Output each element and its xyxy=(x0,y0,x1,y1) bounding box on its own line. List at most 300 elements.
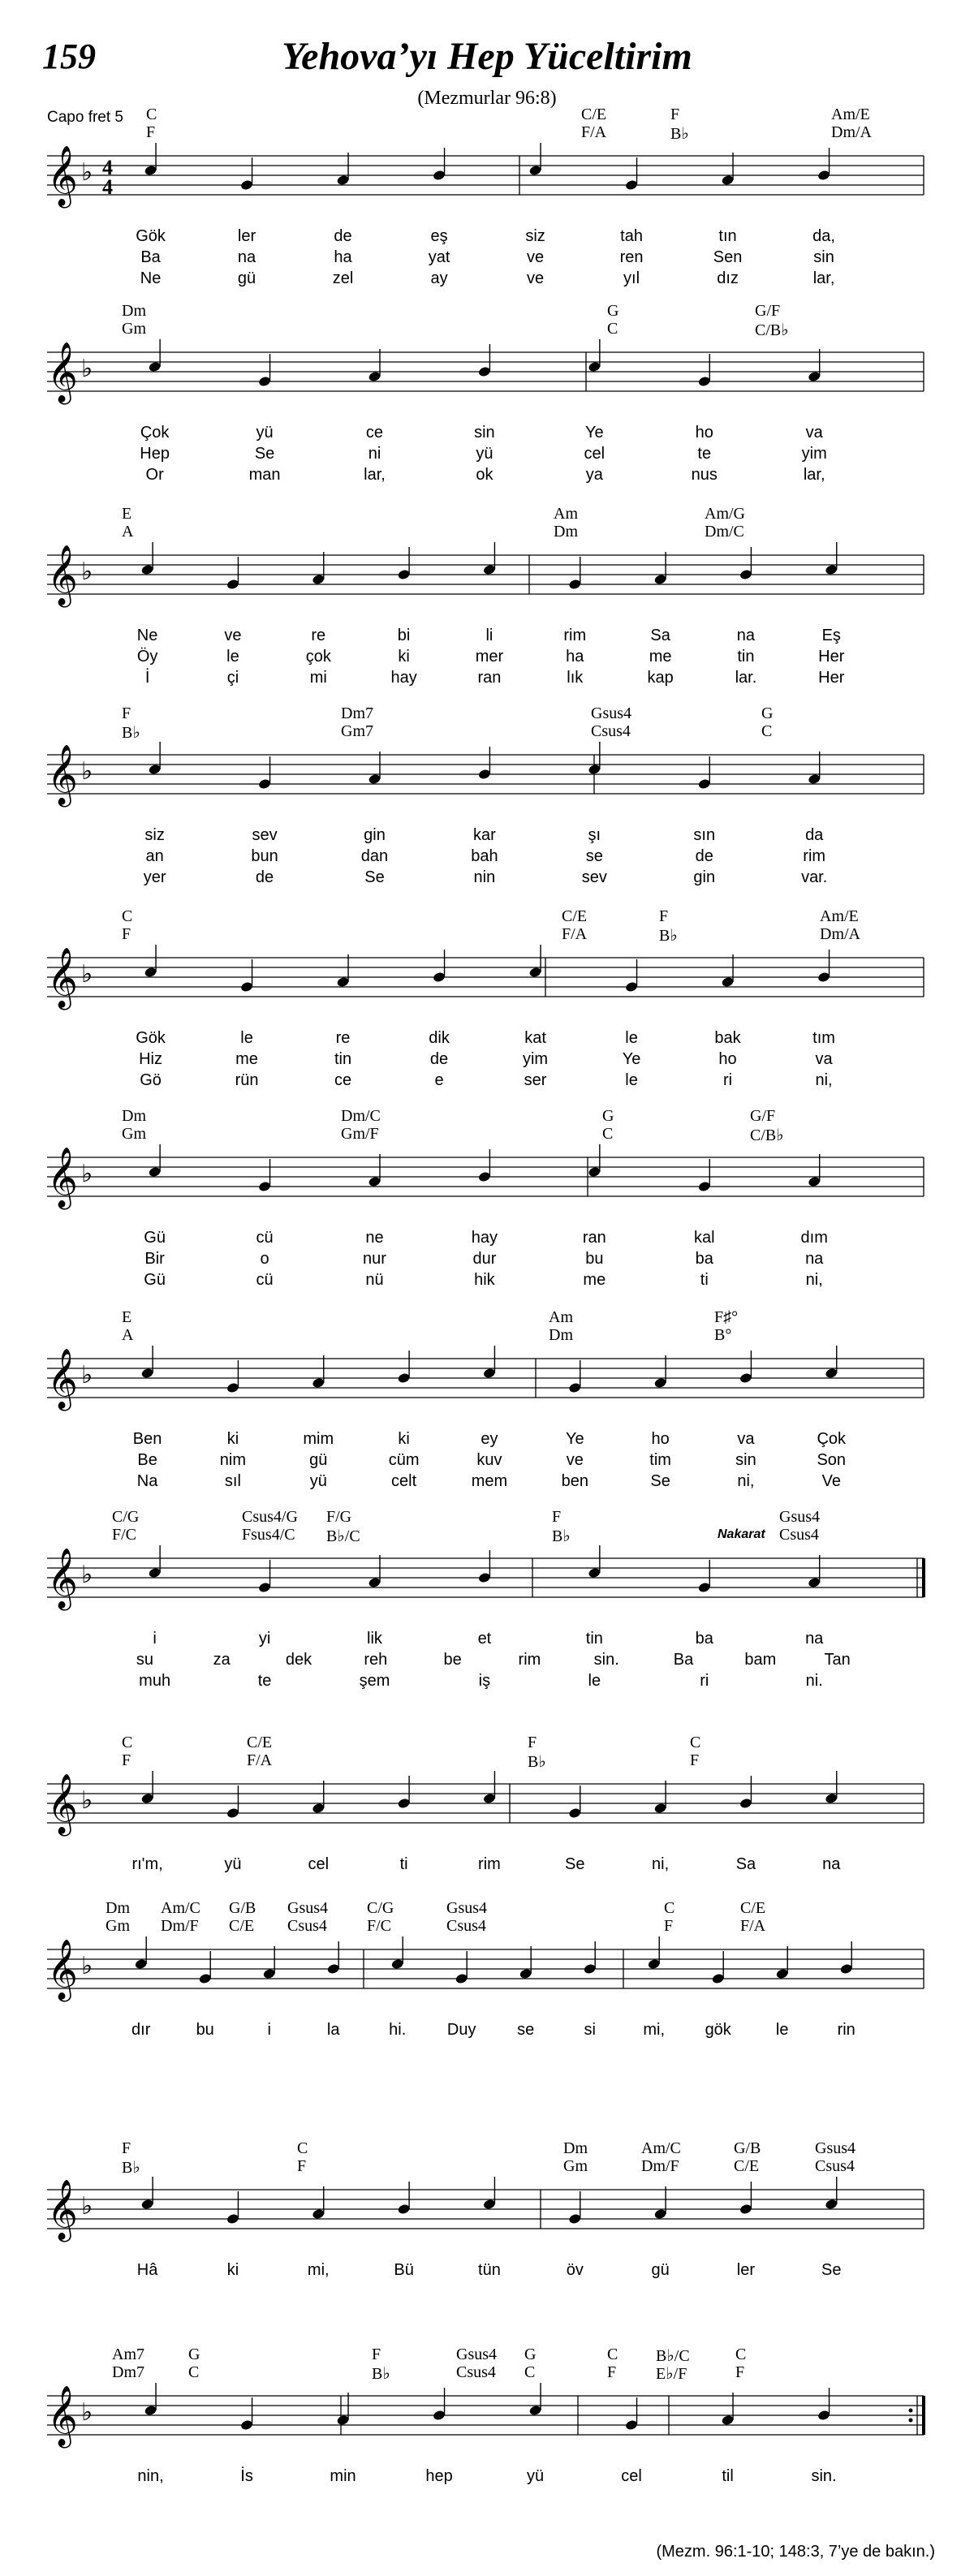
lyric-syllable: dur xyxy=(472,1250,497,1268)
lyric-syllable: ni, xyxy=(805,1271,823,1289)
lyric-syllable: tim xyxy=(649,1451,671,1469)
lyric-syllable: ho xyxy=(718,1050,737,1068)
lyric-syllable: de xyxy=(334,227,352,245)
lyric-syllable: ni. xyxy=(805,1672,823,1690)
lyric-syllable: yim xyxy=(522,1050,549,1068)
lyric-syllable: bam xyxy=(744,1651,777,1669)
lyric-syllable: mer xyxy=(475,648,504,666)
lyric-syllable: Se xyxy=(565,1855,585,1873)
chord-symbol-capo: Dm/F xyxy=(161,1917,199,1935)
chord-symbol-capo: Csus4 xyxy=(591,722,631,740)
lyric-syllable: rim xyxy=(518,1651,541,1669)
lyric-syllable: na xyxy=(822,1855,841,1873)
lyric-syllable: re xyxy=(311,627,326,644)
chord-symbol-capo: F/C xyxy=(367,1917,392,1935)
lyric-syllable: bi xyxy=(397,627,411,644)
lyric-syllable: ni xyxy=(368,445,381,463)
lyric-syllable: rı'm, xyxy=(131,1855,163,1873)
lyric-syllable: nur xyxy=(363,1250,386,1268)
chord-symbol-capo: Csus4 xyxy=(446,1917,486,1935)
lyric-syllable: yü xyxy=(224,1855,242,1873)
lyric-syllable: sin xyxy=(474,424,495,442)
chord-symbol-capo: E♭/F xyxy=(656,2365,687,2383)
chord-symbol-capo: Dm xyxy=(554,523,578,541)
chord-symbol-capo: F xyxy=(122,925,131,943)
lyric-syllable: lar, xyxy=(364,466,386,484)
lyric-syllable: Ba xyxy=(140,248,161,266)
chord-symbol: Am/E xyxy=(831,106,870,123)
chorus-marker: Nakarat xyxy=(718,1527,765,1541)
lyric-syllable: va xyxy=(737,1430,755,1448)
lyric-syllable: Sen xyxy=(713,248,743,266)
chord-symbol: Dm xyxy=(563,2139,588,2157)
chord-symbol: G/F xyxy=(755,302,781,320)
music-system xyxy=(0,106,974,317)
lyric-syllable: nü xyxy=(365,1271,384,1289)
lyric-syllable: kar xyxy=(473,826,496,844)
chord-symbol: Am/C xyxy=(161,1899,200,1917)
treble-clef-icon: 𝄞 xyxy=(47,1549,78,1609)
chord-symbol-capo: B♭ xyxy=(122,724,140,742)
chord-symbol-capo: C xyxy=(524,2363,536,2381)
chord-symbol: Gsus4 xyxy=(591,704,632,722)
flat-icon: ♭ xyxy=(81,1786,93,1815)
treble-clef-icon: 𝄞 xyxy=(47,745,78,805)
lyric-syllable: ba xyxy=(695,1630,713,1648)
lyric-syllable: rün xyxy=(235,1071,259,1089)
lyric-syllable: Ve xyxy=(821,1472,841,1490)
lyric-syllable: va xyxy=(815,1050,833,1068)
lyric-syllable: i xyxy=(153,1630,157,1648)
chord-symbol: Dm xyxy=(122,302,146,320)
chord-symbol: F xyxy=(122,704,131,722)
lyric-syllable: Ye xyxy=(585,424,604,442)
lyric-syllable: lar, xyxy=(812,269,835,287)
lyric-syllable: dım xyxy=(800,1229,828,1247)
lyric-syllable: cel xyxy=(621,2467,642,2485)
lyric-syllable: Or xyxy=(145,466,164,484)
chord-symbol: Am xyxy=(549,1308,573,1326)
chord-symbol-capo: C/B♭ xyxy=(755,321,789,339)
chord-symbol: G xyxy=(188,2346,200,2363)
chord-symbol: C xyxy=(664,1899,675,1917)
chord-symbol-capo: B♭ xyxy=(372,2365,390,2383)
lyric-syllable: Tan xyxy=(824,1651,851,1669)
chord-symbol: C/E xyxy=(581,106,607,123)
chord-symbol: Dm xyxy=(122,1107,146,1125)
lyric-syllable: kat xyxy=(524,1029,546,1047)
chord-symbol: G/B xyxy=(734,2139,761,2157)
lyric-syllable: ce xyxy=(365,424,384,442)
lyric-syllable: bak xyxy=(714,1029,741,1047)
lyric-syllable: Her xyxy=(818,648,845,666)
flat-icon: ♭ xyxy=(81,960,93,989)
music-system xyxy=(0,1107,974,1318)
chord-symbol-capo: Csus4 xyxy=(456,2363,496,2381)
chord-symbol-capo: B♭ xyxy=(659,927,678,945)
lyric-syllable: mi xyxy=(309,669,327,687)
lyric-syllable: mi, xyxy=(307,2261,330,2279)
lyric-syllable: hep xyxy=(425,2467,453,2485)
lyric-syllable: bu xyxy=(196,2021,214,2039)
chord-symbol-capo: C/E xyxy=(229,1917,255,1935)
lyric-syllable: rin xyxy=(837,2021,855,2039)
chord-symbol-capo: F/C xyxy=(112,1526,137,1544)
lyric-syllable: Ne xyxy=(136,627,158,644)
lyric-syllable: şı xyxy=(588,826,601,844)
flat-icon: ♭ xyxy=(81,1160,93,1188)
lyric-syllable: cel xyxy=(584,445,606,463)
lyric-syllable: ki xyxy=(398,648,410,666)
lyric-syllable: Se xyxy=(821,2261,842,2279)
lyric-syllable: hay xyxy=(471,1229,498,1247)
treble-clef-icon: 𝄞 xyxy=(47,2180,78,2240)
lyric-syllable: na xyxy=(805,1630,824,1648)
lyric-syllable: cüm xyxy=(388,1451,420,1469)
chord-symbol-capo: C xyxy=(188,2363,200,2381)
lyric-syllable: ce xyxy=(334,1071,352,1089)
lyric-syllable: sıl xyxy=(224,1472,241,1490)
lyric-syllable: mim xyxy=(303,1430,334,1448)
lyric-syllable: na xyxy=(736,627,756,644)
lyric-syllable: gök xyxy=(705,2021,731,2039)
lyric-syllable: le xyxy=(775,2021,789,2039)
chord-symbol-capo: A xyxy=(122,1326,134,1344)
chord-symbol-capo: F xyxy=(690,1751,700,1769)
lyric-syllable: yü xyxy=(476,445,493,463)
lyric-syllable: ren xyxy=(619,248,644,266)
lyric-syllable: mem xyxy=(471,1472,508,1490)
lyric-syllable: gin xyxy=(364,826,386,844)
lyric-syllable: lar, xyxy=(803,466,825,484)
lyric-syllable: ha xyxy=(334,248,352,266)
song-number: 159 xyxy=(42,37,96,76)
lyric-syllable: me xyxy=(235,1050,258,1068)
lyric-syllable: var. xyxy=(801,868,828,886)
lyric-syllable: yü xyxy=(526,2467,545,2485)
lyric-syllable: Sa xyxy=(735,1855,756,1873)
lyric-syllable: ki xyxy=(398,1430,410,1448)
lyric-syllable: sin xyxy=(735,1451,756,1469)
lyric-syllable: va xyxy=(805,424,823,442)
lyric-syllable: tin xyxy=(737,648,755,666)
chord-symbol: C/E xyxy=(562,907,588,925)
lyric-syllable: ser xyxy=(524,1071,547,1089)
chord-symbol: F xyxy=(122,2139,131,2157)
lyric-syllable: sin xyxy=(813,248,834,266)
chord-symbol: C xyxy=(297,2139,308,2157)
treble-clef-icon: 𝄞 xyxy=(47,1148,78,1208)
lyric-syllable: siz xyxy=(525,227,545,245)
chord-symbol: F xyxy=(659,907,669,925)
flat-icon: ♭ xyxy=(81,2398,93,2427)
chord-symbol: C/E xyxy=(740,1899,766,1917)
chord-symbol: G xyxy=(602,1107,614,1125)
lyric-syllable: ki xyxy=(226,1430,239,1448)
lyric-syllable: Se xyxy=(650,1472,670,1490)
chord-symbol-capo: Dm/C xyxy=(705,523,744,541)
chord-symbol: B♭/C xyxy=(656,2347,690,2365)
lyric-syllable: ba xyxy=(695,1250,713,1268)
chord-symbol-capo: F/A xyxy=(562,925,588,943)
chord-symbol: C xyxy=(607,2346,618,2363)
lyric-syllable: ho xyxy=(651,1430,670,1448)
lyric-syllable: da xyxy=(805,826,824,844)
lyric-syllable: Ye xyxy=(565,1430,584,1448)
lyric-syllable: Hâ xyxy=(136,2261,158,2279)
chord-symbol-capo: C/E xyxy=(734,2157,760,2175)
repeat-dot xyxy=(909,2419,913,2423)
chord-symbol: Gsus4 xyxy=(815,2139,856,2157)
lyric-syllable: li xyxy=(485,627,493,644)
lyric-syllable: İs xyxy=(240,2467,253,2485)
lyric-syllable: nus xyxy=(691,466,718,484)
lyric-syllable: o xyxy=(260,1250,269,1268)
lyric-syllable: ho xyxy=(695,424,713,442)
chord-symbol: Gsus4 xyxy=(456,2346,498,2363)
chord-symbol-capo: Fsus4/C xyxy=(242,1526,295,1544)
chord-symbol-capo: F/A xyxy=(581,123,607,141)
chord-symbol: C xyxy=(122,1734,133,1751)
lyric-syllable: Her xyxy=(818,669,845,687)
lyric-syllable: re xyxy=(335,1029,351,1047)
chord-symbol: Am/E xyxy=(820,907,859,925)
lyric-syllable: an xyxy=(145,847,164,865)
lyric-syllable: me xyxy=(649,648,672,666)
chord-symbol-capo: B♭/C xyxy=(326,1527,360,1545)
lyric-syllable: min xyxy=(330,2467,356,2485)
lyric-syllable: ti xyxy=(700,1271,709,1289)
lyric-syllable: gü xyxy=(651,2261,670,2279)
lyric-syllable: Se xyxy=(364,868,385,886)
lyric-syllable: iş xyxy=(478,1672,491,1690)
lyric-syllable: siz xyxy=(144,826,165,844)
lyric-syllable: sev xyxy=(581,868,607,886)
lyric-syllable: lar. xyxy=(735,669,757,687)
chord-symbol: Am/C xyxy=(641,2139,681,2157)
lyric-syllable: eş xyxy=(430,227,448,245)
chord-symbol-capo: Gm/F xyxy=(341,1125,379,1143)
chord-symbol-capo: F xyxy=(146,123,156,141)
chord-symbol: C/G xyxy=(112,1508,140,1526)
chord-symbol: Dm/C xyxy=(341,1107,381,1125)
lyric-syllable: le xyxy=(240,1029,253,1047)
chord-symbol-capo: C xyxy=(607,320,618,338)
chord-symbol: F xyxy=(552,1508,562,1526)
lyric-syllable: Gü xyxy=(144,1229,166,1247)
chord-symbol-capo: B♭ xyxy=(670,125,689,143)
lyric-syllable: su xyxy=(136,1651,153,1669)
treble-clef-icon: 𝄞 xyxy=(47,545,78,605)
lyric-syllable: Eş xyxy=(821,627,841,644)
treble-clef-icon: 𝄞 xyxy=(47,1940,78,2000)
lyric-syllable: tah xyxy=(620,227,643,245)
lyric-syllable: celt xyxy=(391,1472,417,1490)
music-system xyxy=(0,907,974,1118)
chord-symbol: C xyxy=(690,1734,701,1751)
lyric-syllable: Öy xyxy=(136,648,158,666)
lyric-syllable: te xyxy=(697,445,712,463)
chord-symbol-capo: F xyxy=(607,2363,617,2381)
lyric-syllable: be xyxy=(443,1651,462,1669)
lyric-syllable: Gü xyxy=(144,1271,166,1289)
lyric-syllable: dan xyxy=(360,847,389,865)
lyric-syllable: gü xyxy=(237,269,256,287)
lyric-syllable: rim xyxy=(563,627,587,644)
lyric-syllable: hi. xyxy=(389,2021,407,2039)
chord-symbol: G/B xyxy=(229,1899,256,1917)
lyric-syllable: sın xyxy=(693,826,716,844)
lyric-syllable: Hep xyxy=(140,445,170,463)
lyric-syllable: çi xyxy=(226,669,239,687)
lyric-syllable: tün xyxy=(478,2261,501,2279)
lyric-syllable: gin xyxy=(693,868,716,886)
lyric-syllable: nin, xyxy=(137,2467,164,2485)
lyric-syllable: le xyxy=(226,648,239,666)
lyric-syllable: sin. xyxy=(811,2467,837,2485)
lyric-syllable: te xyxy=(257,1672,272,1690)
lyric-syllable: Ne xyxy=(140,269,162,287)
treble-clef-icon: 𝄞 xyxy=(47,1774,78,1834)
lyric-syllable: Ye xyxy=(622,1050,641,1068)
lyric-syllable: cel xyxy=(308,1855,330,1873)
chord-symbol-capo: F xyxy=(297,2157,307,2175)
music-system xyxy=(0,302,974,513)
lyric-syllable: le xyxy=(625,1071,638,1089)
chord-symbol: C xyxy=(122,907,133,925)
lyric-syllable: sev xyxy=(252,826,278,844)
chord-symbol-capo: Gm xyxy=(122,1125,146,1143)
chord-symbol: F xyxy=(372,2346,381,2363)
music-system xyxy=(0,2139,974,2350)
lyric-syllable: Ben xyxy=(132,1430,162,1448)
chord-symbol-capo: B° xyxy=(714,1326,732,1344)
music-system xyxy=(0,704,974,915)
chord-symbol-capo: C/B♭ xyxy=(750,1126,784,1144)
lyric-syllable: ok xyxy=(476,466,493,484)
lyric-syllable: ler xyxy=(237,227,256,245)
chord-symbol: F♯° xyxy=(714,1308,739,1326)
chord-symbol: Am7 xyxy=(112,2346,144,2363)
lyric-syllable: de xyxy=(429,1050,449,1068)
lyric-syllable: ha xyxy=(566,648,584,666)
lyric-syllable: ben xyxy=(561,1472,588,1490)
chord-symbol-capo: C xyxy=(602,1125,614,1143)
treble-clef-icon: 𝄞 xyxy=(47,1349,78,1409)
lyric-syllable: si xyxy=(584,2021,596,2039)
chord-symbol: C xyxy=(146,106,157,123)
chord-symbol: C/G xyxy=(367,1899,394,1917)
lyric-syllable: ler xyxy=(736,2261,756,2279)
lyric-syllable: dır xyxy=(131,2021,151,2039)
chord-symbol: G xyxy=(524,2346,537,2363)
lyric-syllable: ay xyxy=(430,269,448,287)
chord-symbol-capo: F/A xyxy=(247,1751,273,1769)
flat-icon: ♭ xyxy=(81,1561,93,1589)
lyric-syllable: et xyxy=(477,1630,492,1648)
song-subtitle: (Mezmurlar 96:8) xyxy=(417,88,557,109)
chord-symbol: F xyxy=(670,106,680,123)
lyric-syllable: Se xyxy=(254,445,275,463)
lyric-syllable: gü xyxy=(309,1451,328,1469)
chord-symbol-capo: A xyxy=(122,523,134,541)
music-system xyxy=(0,1508,974,1719)
lyric-syllable: ran xyxy=(477,669,502,687)
chord-symbol-capo: B♭ xyxy=(552,1527,571,1545)
lyric-syllable: yü xyxy=(256,424,274,442)
lyric-syllable: hay xyxy=(390,669,417,687)
song-title: Yehova’yı Hep Yüceltirim xyxy=(282,35,692,78)
lyric-syllable: yü xyxy=(309,1472,327,1490)
lyric-syllable: ti xyxy=(399,1855,408,1873)
flat-icon: ♭ xyxy=(81,1952,93,1980)
flat-icon: ♭ xyxy=(81,355,93,383)
scripture-references: (Mezm. 96:1-10; 148:3, 7’ye de bakın.) xyxy=(656,2543,935,2561)
lyric-syllable: dek xyxy=(285,1651,312,1669)
chord-symbol: Csus4/G xyxy=(242,1508,298,1526)
lyric-syllable: sin. xyxy=(593,1651,619,1669)
lyric-syllable: le xyxy=(588,1672,601,1690)
music-system xyxy=(0,505,974,716)
treble-clef-icon: 𝄞 xyxy=(47,948,78,1008)
repeat-dot xyxy=(909,2409,913,2413)
lyric-syllable: ri xyxy=(722,1071,733,1089)
chord-symbol-capo: Csus4 xyxy=(779,1526,819,1544)
chord-symbol-capo: Gm xyxy=(122,320,146,338)
chord-symbol: E xyxy=(122,1308,132,1326)
lyric-syllable: ni, xyxy=(652,1855,670,1873)
lyric-syllable: cü xyxy=(256,1271,274,1289)
chord-symbol-capo: Dm/A xyxy=(831,123,872,141)
music-system xyxy=(0,2346,974,2557)
chord-symbol: C/E xyxy=(247,1734,273,1751)
lyric-syllable: na xyxy=(805,1250,824,1268)
chord-symbol: Dm7 xyxy=(341,704,373,722)
flat-icon: ♭ xyxy=(81,2192,93,2221)
chord-symbol-capo: Csus4 xyxy=(815,2157,855,2175)
flat-icon: ♭ xyxy=(81,1361,93,1389)
capo-instruction: Capo fret 5 xyxy=(47,109,123,126)
lyric-syllable: kuv xyxy=(476,1451,502,1469)
lyric-syllable: rim xyxy=(803,847,826,865)
chord-symbol-capo: Gm xyxy=(106,1917,130,1935)
treble-clef-icon: 𝄞 xyxy=(47,146,78,206)
lyric-syllable: i xyxy=(267,2021,271,2039)
lyric-syllable: na xyxy=(237,248,256,266)
lyric-syllable: Bir xyxy=(144,1250,165,1268)
chord-symbol-capo: F xyxy=(664,1917,674,1935)
lyric-syllable: za xyxy=(213,1651,231,1669)
lyric-syllable: dik xyxy=(429,1029,450,1047)
lyric-syllable: tin xyxy=(585,1630,603,1648)
chord-symbol-capo: F xyxy=(735,2363,745,2381)
lyric-syllable: la xyxy=(326,2021,340,2039)
chord-symbol: Gsus4 xyxy=(779,1508,821,1526)
lyric-syllable: Çok xyxy=(817,1430,847,1448)
lyric-syllable: hik xyxy=(474,1271,495,1289)
chord-symbol-capo: Dm/A xyxy=(820,925,860,943)
lyric-syllable: ne xyxy=(365,1229,384,1247)
lyric-syllable: ve xyxy=(566,1451,584,1469)
lyric-syllable: İ xyxy=(144,669,150,687)
chord-symbol: G xyxy=(761,704,774,722)
lyric-syllable: cü xyxy=(256,1229,274,1247)
music-system xyxy=(0,1308,974,1519)
lyric-syllable: lik xyxy=(367,1630,382,1648)
lyric-syllable: le xyxy=(625,1029,638,1047)
lyric-syllable: de xyxy=(255,868,274,886)
lyric-syllable: Çok xyxy=(140,424,170,442)
